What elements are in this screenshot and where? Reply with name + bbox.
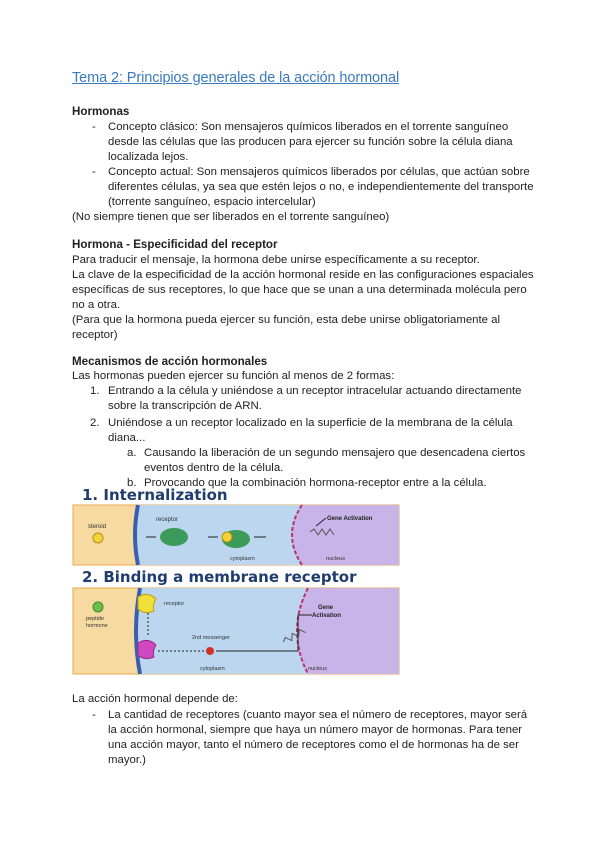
text-line: localizada lejos. bbox=[108, 151, 189, 163]
bullet-marker: - bbox=[92, 121, 96, 133]
steroid-label: steroid bbox=[88, 524, 107, 530]
text-line: Para traducir el mensaje, la hormona debe unirse específicamente a su receptor. bbox=[72, 254, 480, 266]
text-line: una acción mayor, tanto el número de receptores como el de hormonas ha de ser bbox=[108, 739, 519, 751]
bullet-marker: - bbox=[92, 166, 96, 178]
heading-mecanismos: Mecanismos de acción hormonales bbox=[72, 355, 268, 368]
heading-especificidad: Hormona - Especificidad del receptor bbox=[72, 238, 278, 251]
text-line: sobre la transcripción de ARN. bbox=[108, 400, 262, 412]
text-line: Provocando que la combinación hormona-receptor entre a la célula. bbox=[144, 477, 487, 489]
activated-receptor bbox=[138, 640, 156, 658]
cytoplasm-label: cytoplasm bbox=[230, 556, 255, 562]
text-line: la acción hormonal, siempre que haya un número mayor de hormonas. Para tener bbox=[108, 724, 523, 736]
receptor-label: receptor bbox=[156, 517, 179, 523]
text-line: Las hormonas pueden ejercer su función al menos de 2 formas: bbox=[72, 370, 395, 382]
text-line: Entrando a la célula y uniéndose a un receptor intracelular actuando directamente bbox=[108, 385, 522, 397]
note-text: (No siempre tienen que ser liberados en el torrente sanguíneo) bbox=[72, 211, 390, 223]
text-line: desde las células que las producen para ejercer su función sobre la célula diana bbox=[108, 136, 513, 148]
text-line: específicas de sus receptores, lo que hace que se unan a una determinada molécula pero bbox=[72, 284, 527, 296]
nucleus-label: nucleus bbox=[326, 556, 345, 562]
cytoplasm-label: cytoplasm bbox=[200, 666, 225, 672]
text-line: diferentes células, ya sea que estén lejos o no, e independientemente del transporte bbox=[108, 181, 534, 193]
heading-hormonas: Hormonas bbox=[72, 105, 130, 118]
text-line: La cantidad de receptores (cuanto mayor sea el número de receptores, mayor será bbox=[108, 709, 528, 721]
page-title: Tema 2: Principios generales de la acción hormonal bbox=[72, 70, 400, 86]
peptide-hormone bbox=[93, 602, 103, 612]
list-marker: b. bbox=[127, 477, 137, 489]
text-line: receptor) bbox=[72, 329, 118, 341]
second-messenger-label: 2nd messenger bbox=[192, 635, 230, 641]
peptide-label: peptide bbox=[86, 616, 105, 622]
nucleus-area bbox=[297, 588, 399, 674]
text-line: Concepto clásico: Son mensajeros químicos liberados en el torrente sanguíneo bbox=[108, 121, 509, 133]
figure-binding-membrane-receptor bbox=[72, 587, 400, 675]
receptor-shape bbox=[160, 528, 188, 546]
text-line: mayor.) bbox=[108, 754, 146, 766]
text-line: no a otra. bbox=[72, 299, 121, 311]
text-line: Concepto actual: Son mensajeros químicos liberados por células, que actúan sobre bbox=[108, 166, 530, 178]
steroid-bound bbox=[222, 532, 232, 542]
text-line: eventos dentro de la célula. bbox=[144, 462, 284, 474]
receptor-label: receptor bbox=[164, 601, 185, 607]
list-marker: 2. bbox=[90, 417, 100, 429]
membrane-receptor bbox=[138, 594, 156, 612]
list-marker: a. bbox=[127, 447, 137, 459]
figure-1-title: 1. Internalization bbox=[82, 486, 228, 504]
text-line: La acción hormonal depende de: bbox=[72, 693, 238, 705]
text-line: Uniéndose a un receptor localizado en la superficie de la membrana de la célula bbox=[108, 417, 513, 429]
bullet-marker: - bbox=[92, 709, 96, 721]
text-line: La clave de la especificidad de la acción hormonal reside en las configuraciones espaciales bbox=[72, 269, 534, 281]
second-messenger bbox=[206, 647, 214, 655]
figure-2-title: 2. Binding a membrane receptor bbox=[82, 568, 357, 586]
hormone-label: hormone bbox=[86, 623, 108, 629]
nucleus-label: nucleus bbox=[308, 666, 327, 672]
figure-internalization bbox=[72, 504, 400, 566]
list-marker: 1. bbox=[90, 385, 100, 397]
steroid-molecule bbox=[93, 533, 103, 543]
text-line: Causando la liberación de un segundo mensajero que desencadena ciertos bbox=[144, 447, 526, 459]
text-line: (Para que la hormona pueda ejercer su función, esta debe unirse obligatoriamente al bbox=[72, 314, 501, 326]
nucleus-area bbox=[292, 505, 399, 565]
activation-label: Activation bbox=[312, 613, 342, 619]
text-line: diana... bbox=[108, 432, 146, 444]
gene-label: Gene bbox=[318, 605, 334, 611]
text-line: (torrente sanguíneo, espacio intercelular) bbox=[108, 196, 316, 208]
gene-activation-label: Gene Activation bbox=[327, 516, 373, 522]
